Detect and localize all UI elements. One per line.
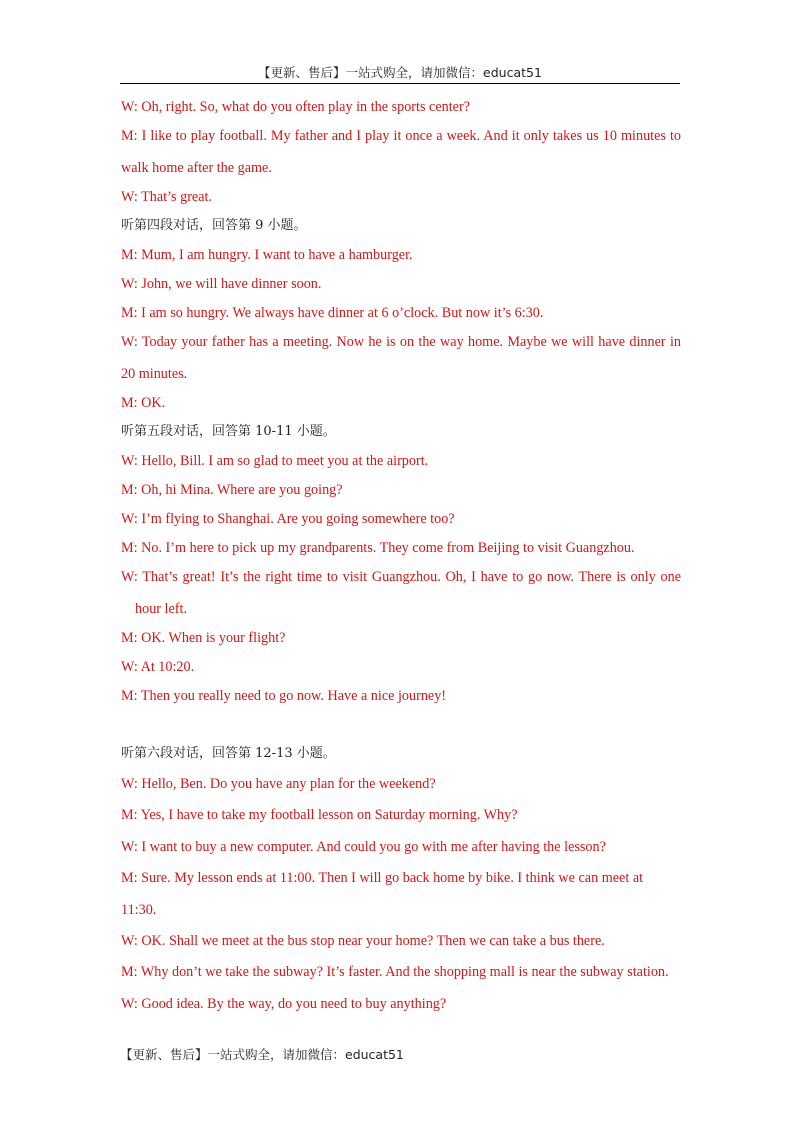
dialogue-line: W: At 10:20. [121,659,195,675]
dialogue-line: M: I like to play football. My father and I play it once a week. And it only takes us 10 minutes to [121,128,681,144]
dialogue-line: W: Hello, Bill. I am so glad to meet you at the airport. [121,453,429,469]
dialogue-line: M: Sure. My lesson ends at 11:00. Then I will go back home by bike. I think we can meet at [121,870,644,886]
dialogue-line: W: OK. Shall we meet at the bus stop near your home? Then we can take a bus there. [121,933,605,949]
dialogue-line: W: I’m flying to Shanghai. Are you going somewhere too? [121,511,455,527]
dialogue-line: M: Mum, I am hungry. I want to have a hamburger. [121,247,413,263]
page-header: 【更新、售后】一站式购全，请加微信：educat51 [258,65,542,80]
dialogue-line: 20 minutes. [121,366,188,382]
dialogue-line: M: No. I’m here to pick up my grandparents. They come from Beijing to visit Guangzhou. [121,540,635,556]
dialogue-line: M: Then you really need to go now. Have a nice journey! [121,688,447,704]
section-instruction: 听第四段对话，回答第 9 小题。 [121,218,307,233]
dialogue-line: 11:30. [121,902,157,918]
page-footer: 【更新、售后】一站式购全，请加微信：educat51 [120,1047,404,1062]
dialogue-line: W: Good idea. By the way, do you need to buy anything? [121,996,447,1012]
dialogue-line: hour left. [135,601,188,617]
dialogue-line: M: Yes, I have to take my football lesson on Saturday morning. Why? [121,807,518,823]
dialogue-line: W: Hello, Ben. Do you have any plan for the weekend? [121,776,436,792]
dialogue-line: W: That’s great! It’s the right time to visit Guangzhou. Oh, I have to go now. There is only one [121,569,681,585]
dialogue-line: M: OK. When is your flight? [121,630,286,646]
dialogue-line: W: Today your father has a meeting. Now he is on the way home. Maybe we will have dinner in [121,334,681,350]
dialogue-line: M: Why don’t we take the subway? It’s faster. And the shopping mall is near the subway station. [121,964,669,980]
dialogue-line: M: OK. [121,395,166,411]
header-divider [120,83,680,84]
section-instruction: 听第五段对话，回答第 10-11 小题。 [121,424,336,439]
dialogue-line: W: John, we will have dinner soon. [121,276,322,292]
dialogue-line: M: Oh, hi Mina. Where are you going? [121,482,343,498]
dialogue-line: W: Oh, right. So, what do you often play in the sports center? [121,99,470,115]
dialogue-line: walk home after the game. [121,160,272,176]
dialogue-line: M: I am so hungry. We always have dinner at 6 o’clock. But now it’s 6:30. [121,305,544,321]
dialogue-line: W: I want to buy a new computer. And could you go with me after having the lesson? [121,839,606,855]
dialogue-line: W: That’s great. [121,189,213,205]
section-instruction: 听第六段对话，回答第 12-13 小题。 [121,746,336,761]
